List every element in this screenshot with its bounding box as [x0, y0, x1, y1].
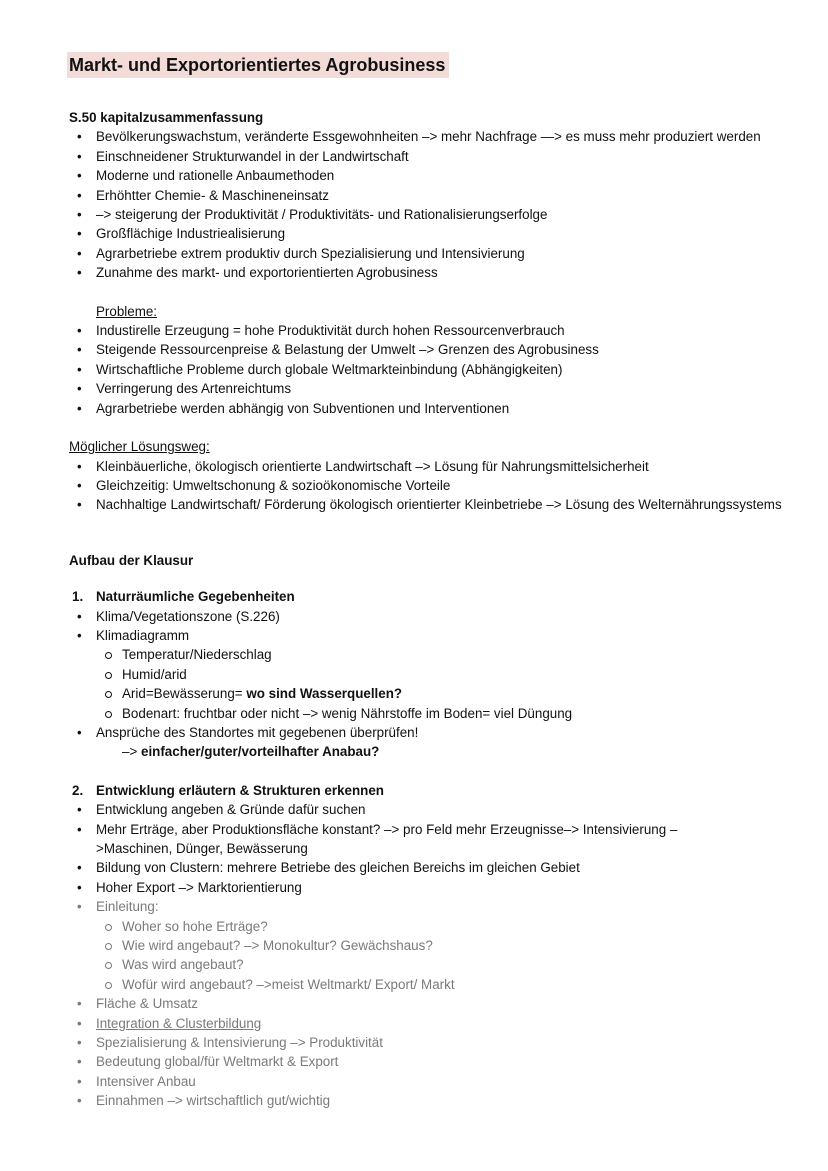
klausur-heading: Aufbau der Klausur: [69, 552, 194, 568]
s50-list: [69, 127, 814, 282]
list-item: • Ansprüche des Standortes mit gegebenen überprüfen!: [69, 723, 814, 742]
sub-list-item: Woher so hohe Erträge?: [69, 917, 814, 936]
list-item: • Zunahme des markt- und exportorientierten Agrobusiness: [69, 263, 814, 282]
list-item: • Klimadiagramm: [69, 626, 814, 645]
list-item: • Großflächige Industriealisierung: [69, 224, 814, 243]
arid-emphasis: wo sind Wasserquellen?: [246, 686, 403, 702]
list-item: • Erhöhtter Chemie- & Maschineneinsatz: [69, 186, 814, 205]
list-item: • Bevölkerungswachstum, veränderte Essgewohnheiten –> mehr Nachfrage —> es muss mehr produziert werden: [69, 127, 814, 146]
probleme-list: [69, 321, 814, 418]
sub-list-item: Humid/arid: [69, 665, 814, 684]
sub-list-item: [69, 684, 814, 703]
document-page: [69, 52, 814, 1111]
follow-up-line: [69, 742, 814, 761]
arid-prefix: Arid=Bewässerung=: [122, 686, 247, 702]
list-item: • Verringerung des Artenreichtums: [69, 379, 814, 398]
list-item: [69, 1014, 814, 1033]
section-2-heading: [69, 781, 814, 800]
list-item: • Intensiver Anbau: [69, 1072, 814, 1091]
sub-list-item: Temperatur/Niederschlag: [69, 645, 814, 664]
sub-list-item: Wofür wird angebaut? –>meist Weltmarkt/ Export/ Markt: [69, 975, 814, 994]
list-item: • Spezialisierung & Intensivierung –> Produktivität: [69, 1033, 814, 1052]
integration-text: Integration & Clusterbildung: [96, 1015, 262, 1031]
loesung-list: [69, 457, 814, 515]
sub-list-item: Bodenart: fruchtbar oder nicht –> wenig Nährstoffe im Boden= viel Düngung: [69, 704, 814, 723]
sub-list-item: Was wird angebaut?: [69, 955, 814, 974]
section-1-heading: [69, 587, 814, 606]
list-item: • Entwicklung angeben & Gründe dafür suchen: [69, 800, 814, 819]
follow-up-arrow: –>: [122, 744, 141, 760]
list-item: • Hoher Export –> Marktorientierung: [69, 878, 814, 897]
list-item: • Wirtschaftliche Probleme durch globale Weltmarkteinbindung (Abhängigkeiten): [69, 360, 814, 379]
list-item: • Bildung von Clustern: mehrere Betriebe des gleichen Bereichs im gleichen Gebiet: [69, 858, 814, 877]
follow-up-emphasis: einfacher/guter/vorteilhafter Anabau?: [141, 744, 380, 760]
section-2-list: [69, 800, 814, 897]
page-title: Markt- und Exportorientiertes Agrobusiness: [67, 52, 449, 78]
list-item: • Klima/Vegetationszone (S.226): [69, 607, 814, 626]
section-heading-s50: S.50 kapitalzusammenfassung: [69, 110, 264, 125]
section-title: Entwicklung erläutern & Strukturen erkennen: [96, 782, 384, 798]
list-item: • Gleichzeitig: Umweltschonung & sozioökonomische Vorteile: [69, 476, 814, 495]
list-item: • –> steigerung der Produktivität / Produktivitäts- und Rationalisierungserfolge: [69, 205, 814, 224]
list-item: • Einleitung:: [69, 897, 814, 916]
loesung-heading: Möglicher Lösungsweg:: [69, 439, 210, 455]
section-1-list: [69, 607, 814, 743]
list-item: • Moderne und rationelle Anbaumethoden: [69, 166, 814, 185]
list-item: • Industirelle Erzeugung = hohe Produktivität durch hohen Ressourcenverbrauch: [69, 321, 814, 340]
list-item: • Steigende Ressourcenpreise & Belastung der Umwelt –> Grenzen des Agrobusiness: [69, 340, 814, 359]
sub-list-item: Wie wird angebaut? –> Monokultur? Gewächshaus?: [69, 936, 814, 955]
list-item: • Bedeutung global/für Weltmarkt & Export: [69, 1052, 814, 1071]
probleme-heading: Probleme:: [96, 303, 158, 319]
section-title: Naturräumliche Gegebenheiten: [96, 589, 295, 605]
section-number: 2.: [72, 782, 84, 798]
list-item: • Fläche & Umsatz: [69, 994, 814, 1013]
list-item: • Mehr Erträge, aber Produktionsfläche konstant? –> pro Feld mehr Erzeugnisse–> Intensivierung –>Maschinen, Dünger, Bewässerung: [69, 820, 814, 859]
list-item: • Kleinbäuerliche, ökologisch orientierte Landwirtschaft –> Lösung für Nahrungsmittelsicherheit: [69, 457, 814, 476]
list-item: • Agrarbetriebe extrem produktiv durch Spezialisierung und Intensivierung: [69, 244, 814, 263]
list-item: • Nachhaltige Landwirtschaft/ Förderung ökologisch orientierter Kleinbetriebe –> Lösung des Welternährungssystems: [69, 495, 814, 514]
list-item: • Einschneidener Strukturwandel in der Landwirtschaft: [69, 147, 814, 166]
list-item: • Agrarbetriebe werden abhängig von Subventionen und Interventionen: [69, 399, 814, 418]
list-item: • Einnahmen –> wirtschaftlich gut/wichtig: [69, 1091, 814, 1110]
section-number: 1.: [72, 589, 84, 605]
section-2-grey-list: [69, 897, 814, 1110]
